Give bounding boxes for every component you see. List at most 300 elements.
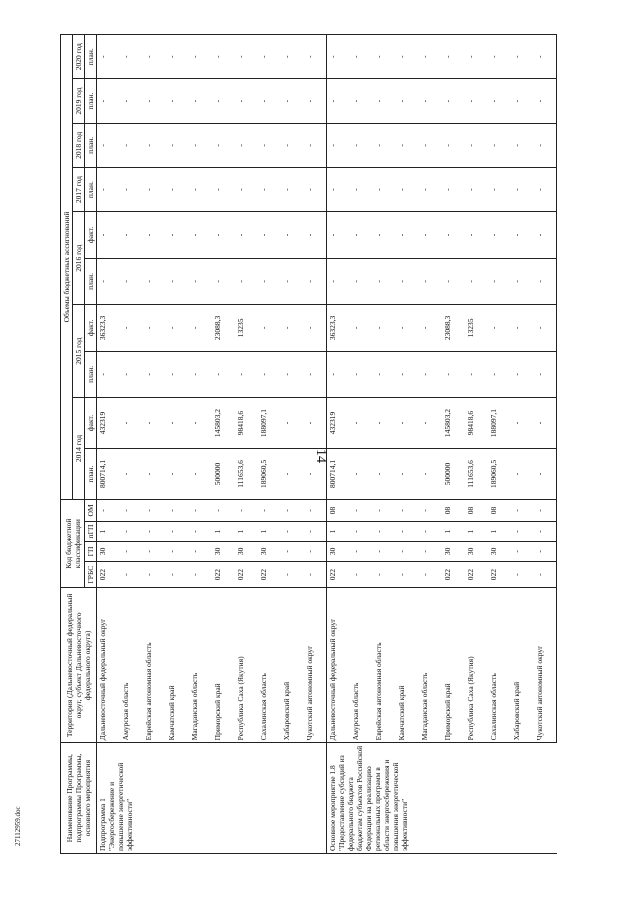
value-cell: - [442, 123, 465, 167]
value-cell: - [373, 79, 396, 123]
value-cell: - [304, 35, 327, 79]
value-cell: 189060,5 [258, 449, 281, 500]
value-cell: - [373, 123, 396, 167]
value-cell: - [488, 212, 511, 258]
value-cell: - [281, 123, 304, 167]
table-row [258, 35, 281, 854]
value-cell: - [120, 212, 143, 258]
table-row [189, 35, 212, 854]
value-cell: - [143, 167, 166, 211]
value-cell: - [166, 212, 189, 258]
value-cell: - [212, 212, 235, 258]
value-cell: - [511, 541, 534, 561]
header-plan: план. [85, 79, 97, 123]
value-cell: 13235 [465, 305, 488, 351]
value-cell: 30 [97, 541, 120, 561]
territory-cell: Камчатский край [396, 588, 419, 743]
value-cell: - [419, 499, 442, 521]
territory-cell: Магаданская область [189, 588, 212, 743]
value-cell: - [281, 35, 304, 79]
value-cell: - [350, 305, 373, 351]
value-cell: - [120, 541, 143, 561]
value-cell: - [350, 398, 373, 449]
value-cell: - [350, 351, 373, 397]
territory-cell: Сахалинская область [488, 588, 511, 743]
value-cell: - [304, 258, 327, 304]
value-cell: - [327, 123, 350, 167]
header-plan: план. [85, 449, 97, 500]
value-cell: - [166, 561, 189, 588]
territory-cell: Хабаровский край [281, 588, 304, 743]
header-pgp: пГП [85, 522, 97, 542]
value-cell: 98418,6 [465, 398, 488, 449]
value-cell: - [396, 522, 419, 542]
value-cell: - [373, 561, 396, 588]
value-cell: - [534, 561, 557, 588]
table-row [143, 35, 166, 854]
header-budget-volumes: Объемы бюджетных ассигнований [61, 35, 73, 500]
value-cell: - [511, 449, 534, 500]
header-year-2017: 2017 год [73, 167, 85, 211]
value-cell: - [488, 123, 511, 167]
value-cell: - [235, 35, 258, 79]
value-cell: - [488, 79, 511, 123]
value-cell: - [97, 212, 120, 258]
value-cell: - [235, 212, 258, 258]
header-gp: ГП [85, 541, 97, 561]
value-cell: - [442, 351, 465, 397]
value-cell: - [166, 123, 189, 167]
value-cell: - [212, 79, 235, 123]
value-cell: - [534, 167, 557, 211]
value-cell: - [488, 258, 511, 304]
value-cell: - [373, 258, 396, 304]
territory-cell: Магаданская область [419, 588, 442, 743]
value-cell: - [166, 167, 189, 211]
value-cell: 23088,3 [442, 305, 465, 351]
value-cell: - [166, 398, 189, 449]
value-cell: - [189, 35, 212, 79]
value-cell: - [373, 449, 396, 500]
value-cell: - [396, 398, 419, 449]
table-row [373, 35, 396, 854]
value-cell: - [419, 167, 442, 211]
value-cell: - [373, 305, 396, 351]
value-cell: 30 [258, 541, 281, 561]
value-cell: - [511, 351, 534, 397]
value-cell: - [419, 561, 442, 588]
value-cell: - [189, 305, 212, 351]
value-cell: 30 [465, 541, 488, 561]
value-cell: - [304, 398, 327, 449]
value-cell: - [235, 167, 258, 211]
value-cell: - [281, 351, 304, 397]
header-plan: план. [85, 123, 97, 167]
value-cell: - [373, 351, 396, 397]
value-cell: - [442, 212, 465, 258]
value-cell: 189060,5 [488, 449, 511, 500]
value-cell: - [396, 167, 419, 211]
value-cell: - [235, 258, 258, 304]
value-cell: - [304, 79, 327, 123]
value-cell: - [465, 167, 488, 211]
value-cell: - [396, 305, 419, 351]
value-cell: - [97, 35, 120, 79]
value-cell: - [534, 258, 557, 304]
value-cell: - [373, 167, 396, 211]
value-cell: - [350, 167, 373, 211]
value-cell: - [120, 79, 143, 123]
value-cell: 08 [465, 499, 488, 521]
territory-cell: Дальневосточный федеральный округ [97, 588, 120, 743]
table-row [235, 35, 258, 854]
value-cell: 98418,6 [235, 398, 258, 449]
territory-cell: Камчатский край [166, 588, 189, 743]
value-cell: - [442, 35, 465, 79]
value-cell: - [396, 212, 419, 258]
value-cell: - [396, 499, 419, 521]
territory-cell: Хабаровский край [511, 588, 534, 743]
value-cell: - [166, 499, 189, 521]
value-cell: - [189, 212, 212, 258]
territory-cell: Еврейская автономная область [373, 588, 396, 743]
value-cell: 1 [327, 522, 350, 542]
value-cell: 23088,3 [212, 305, 235, 351]
value-cell: - [166, 79, 189, 123]
value-cell: - [143, 541, 166, 561]
value-cell: - [419, 522, 442, 542]
value-cell: - [419, 258, 442, 304]
rotated-table-container [60, 34, 600, 854]
value-cell: - [212, 258, 235, 304]
value-cell: - [327, 351, 350, 397]
value-cell: - [120, 449, 143, 500]
value-cell: - [419, 79, 442, 123]
value-cell: - [235, 79, 258, 123]
value-cell: 30 [327, 541, 350, 561]
header-year-2014: 2014 год [73, 398, 85, 500]
value-cell: - [511, 499, 534, 521]
value-cell: 500000 [442, 449, 465, 500]
value-cell: 1 [442, 522, 465, 542]
value-cell: - [189, 79, 212, 123]
table-row [350, 35, 373, 854]
header-grbs: ГРБС [85, 561, 97, 588]
value-cell: - [373, 35, 396, 79]
value-cell: - [304, 449, 327, 500]
value-cell: - [281, 305, 304, 351]
territory-cell: Чукотский автономный округ [534, 588, 557, 743]
table-row [488, 35, 511, 854]
territory-cell: Республика Саха (Якутия) [235, 588, 258, 743]
value-cell: - [258, 351, 281, 397]
value-cell: - [396, 35, 419, 79]
value-cell: - [258, 79, 281, 123]
value-cell: - [97, 123, 120, 167]
value-cell: - [442, 258, 465, 304]
value-cell: - [350, 79, 373, 123]
value-cell: - [534, 522, 557, 542]
value-cell: 13235 [235, 305, 258, 351]
value-cell: - [143, 35, 166, 79]
value-cell: - [281, 522, 304, 542]
value-cell: - [442, 79, 465, 123]
header-year-2019: 2019 год [73, 79, 85, 123]
value-cell: - [511, 79, 534, 123]
value-cell: - [465, 212, 488, 258]
value-cell: - [189, 398, 212, 449]
header-year-2015: 2015 год [73, 305, 85, 398]
value-cell: - [327, 258, 350, 304]
value-cell: - [396, 79, 419, 123]
value-cell: - [304, 351, 327, 397]
value-cell: - [465, 35, 488, 79]
value-cell: 022 [97, 561, 120, 588]
value-cell: - [373, 522, 396, 542]
value-cell: - [488, 167, 511, 211]
value-cell: - [189, 541, 212, 561]
value-cell: - [120, 398, 143, 449]
value-cell: - [534, 398, 557, 449]
value-cell: - [281, 449, 304, 500]
value-cell: - [189, 561, 212, 588]
value-cell: - [212, 167, 235, 211]
value-cell: - [373, 212, 396, 258]
header-plan: план. [85, 258, 97, 304]
value-cell: - [281, 212, 304, 258]
table-body [97, 35, 557, 854]
header-plan: план. [85, 167, 97, 211]
header-year-2018: 2018 год [73, 123, 85, 167]
budget-allocations-table [60, 34, 557, 854]
value-cell: - [120, 258, 143, 304]
value-cell: - [304, 123, 327, 167]
value-cell: 145803,2 [212, 398, 235, 449]
value-cell: - [419, 305, 442, 351]
value-cell: - [511, 561, 534, 588]
value-cell: - [120, 351, 143, 397]
value-cell: - [534, 351, 557, 397]
value-cell: - [143, 522, 166, 542]
value-cell: - [350, 561, 373, 588]
value-cell: 1 [97, 522, 120, 542]
value-cell: - [189, 351, 212, 397]
table-row [419, 35, 442, 854]
value-cell: - [534, 499, 557, 521]
value-cell: - [419, 212, 442, 258]
value-cell: - [465, 79, 488, 123]
value-cell: - [143, 561, 166, 588]
value-cell: - [143, 123, 166, 167]
value-cell: - [258, 123, 281, 167]
value-cell: - [120, 305, 143, 351]
value-cell: - [235, 499, 258, 521]
value-cell: - [396, 123, 419, 167]
table-row [442, 35, 465, 854]
value-cell: - [304, 541, 327, 561]
value-cell: - [534, 123, 557, 167]
value-cell: - [327, 167, 350, 211]
header-plan: план. [85, 351, 97, 397]
value-cell: 800714,1 [97, 449, 120, 500]
value-cell: - [304, 561, 327, 588]
value-cell: - [396, 258, 419, 304]
value-cell: - [350, 499, 373, 521]
value-cell: - [281, 499, 304, 521]
value-cell: 08 [442, 499, 465, 521]
value-cell: - [534, 449, 557, 500]
header-fact: факт. [85, 305, 97, 351]
value-cell: 30 [235, 541, 258, 561]
value-cell: - [189, 522, 212, 542]
value-cell: - [258, 499, 281, 521]
territory-cell: Сахалинская область [258, 588, 281, 743]
value-cell: 188097,1 [258, 398, 281, 449]
value-cell: 30 [488, 541, 511, 561]
value-cell: - [97, 499, 120, 521]
value-cell: - [511, 167, 534, 211]
value-cell: - [534, 35, 557, 79]
value-cell: - [304, 305, 327, 351]
value-cell: - [212, 499, 235, 521]
value-cell: - [419, 398, 442, 449]
header-om: ОМ [85, 499, 97, 521]
value-cell: - [258, 258, 281, 304]
value-cell: - [212, 123, 235, 167]
value-cell: - [258, 167, 281, 211]
value-cell: - [235, 123, 258, 167]
value-cell: - [120, 499, 143, 521]
value-cell: - [511, 398, 534, 449]
value-cell: - [327, 35, 350, 79]
value-cell: - [166, 449, 189, 500]
value-cell: - [143, 305, 166, 351]
value-cell: - [97, 351, 120, 397]
value-cell: - [166, 541, 189, 561]
value-cell: - [511, 305, 534, 351]
value-cell: - [350, 541, 373, 561]
value-cell: 022 [488, 561, 511, 588]
territory-cell: Амурская область [350, 588, 373, 743]
value-cell: - [120, 167, 143, 211]
value-cell: - [281, 561, 304, 588]
value-cell: 800714,1 [327, 449, 350, 500]
header-fact: факт. [85, 212, 97, 258]
value-cell: - [488, 35, 511, 79]
value-cell: - [373, 398, 396, 449]
header-budget-code: Код бюджетной классификации [61, 499, 85, 588]
value-cell: - [235, 351, 258, 397]
value-cell: - [166, 351, 189, 397]
value-cell: 08 [488, 499, 511, 521]
value-cell: - [350, 212, 373, 258]
value-cell: 022 [258, 561, 281, 588]
value-cell: - [212, 351, 235, 397]
value-cell: 36323,3 [97, 305, 120, 351]
value-cell: - [97, 79, 120, 123]
value-cell: - [396, 541, 419, 561]
value-cell: - [304, 167, 327, 211]
value-cell: - [327, 79, 350, 123]
value-cell: 022 [235, 561, 258, 588]
value-cell: 1 [465, 522, 488, 542]
value-cell: - [511, 35, 534, 79]
header-program-name: Наименование Программы, подпрограммы Программы, основного мероприятия [61, 743, 97, 854]
value-cell: - [419, 541, 442, 561]
header-territory: Территория (Дальневосточный федеральный округ, субъект Дальневосточного федерального округа) [61, 588, 97, 743]
value-cell: - [120, 123, 143, 167]
value-cell: - [511, 258, 534, 304]
table-row [327, 35, 350, 854]
value-cell: - [511, 522, 534, 542]
value-cell: - [189, 449, 212, 500]
value-cell: 432319 [97, 398, 120, 449]
program-name-cell: Основное мероприятие 1.8 "Предоставление субсидий из федерального бюджета бюджетам субъектов Российской Федерации на реализацию региональных программ в области энергосбережения и повышения энергетической эффективности" [327, 743, 557, 854]
value-cell: - [534, 212, 557, 258]
value-cell: - [534, 79, 557, 123]
header-year-2020: 2020 год [73, 35, 85, 79]
territory-cell: Амурская область [120, 588, 143, 743]
value-cell: - [189, 499, 212, 521]
value-cell: 022 [212, 561, 235, 588]
value-cell: - [419, 449, 442, 500]
value-cell: - [281, 398, 304, 449]
value-cell: - [350, 35, 373, 79]
value-cell: - [258, 35, 281, 79]
value-cell: 1 [235, 522, 258, 542]
value-cell: 188097,1 [488, 398, 511, 449]
value-cell: - [534, 541, 557, 561]
value-cell: - [189, 167, 212, 211]
value-cell: - [143, 499, 166, 521]
table-header [61, 35, 97, 854]
value-cell: 1 [212, 522, 235, 542]
value-cell: - [488, 305, 511, 351]
table-row [396, 35, 419, 854]
table-row [212, 35, 235, 854]
value-cell: - [143, 398, 166, 449]
value-cell: - [97, 258, 120, 304]
territory-cell: Еврейская автономная область [143, 588, 166, 743]
value-cell: 111653,6 [235, 449, 258, 500]
value-cell: 022 [327, 561, 350, 588]
table-row [304, 35, 327, 854]
page-number: 14 [313, 449, 328, 463]
value-cell: - [465, 351, 488, 397]
value-cell: - [212, 35, 235, 79]
value-cell: - [143, 449, 166, 500]
value-cell: - [396, 449, 419, 500]
value-cell: - [97, 167, 120, 211]
header-plan: план. [85, 35, 97, 79]
value-cell: - [534, 305, 557, 351]
value-cell: - [281, 167, 304, 211]
value-cell: 145803,2 [442, 398, 465, 449]
value-cell: - [120, 35, 143, 79]
value-cell: - [465, 123, 488, 167]
value-cell: - [304, 499, 327, 521]
value-cell: - [143, 351, 166, 397]
value-cell: - [488, 351, 511, 397]
header-year-2016: 2016 год [73, 212, 85, 305]
value-cell: - [281, 258, 304, 304]
value-cell: - [166, 522, 189, 542]
value-cell: - [166, 258, 189, 304]
table-row [97, 35, 120, 854]
value-cell: - [327, 212, 350, 258]
value-cell: - [511, 123, 534, 167]
value-cell: - [304, 212, 327, 258]
